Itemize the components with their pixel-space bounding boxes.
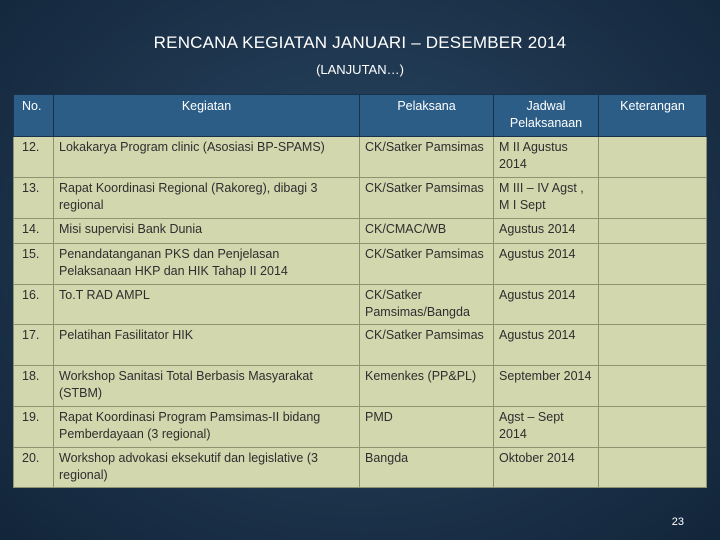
table-row <box>14 178 707 219</box>
cell-kegiatan: Pelatihan Fasilitator HIK <box>54 325 360 366</box>
cell-pelaksana: PMD <box>360 407 494 448</box>
cell-no: 20. <box>14 448 54 488</box>
table-row <box>14 366 707 407</box>
cell-jadwal: Agst – Sept 2014 <box>494 407 599 448</box>
cell-pelaksana: Kemenkes (PP&PL) <box>360 366 494 407</box>
table-row <box>14 407 707 448</box>
cell-keterangan <box>599 407 707 448</box>
header-pelaksana: Pelaksana <box>360 95 494 137</box>
header-jadwal: Jadwal Pelaksanaan <box>494 95 599 137</box>
table-header-row <box>14 95 707 137</box>
cell-jadwal: September 2014 <box>494 366 599 407</box>
header-no: No. <box>14 95 54 137</box>
cell-kegiatan: To.T RAD AMPL <box>54 285 360 325</box>
cell-keterangan <box>599 178 707 219</box>
cell-no: 17. <box>14 325 54 366</box>
cell-kegiatan: Rapat Koordinasi Regional (Rakoreg), dibagi 3 regional <box>54 178 360 219</box>
cell-no: 12. <box>14 137 54 178</box>
cell-kegiatan: Workshop advokasi eksekutif dan legislative (3 regional) <box>54 448 360 488</box>
cell-no: 16. <box>14 285 54 325</box>
table-row <box>14 448 707 488</box>
cell-keterangan <box>599 244 707 285</box>
table-row <box>14 325 707 366</box>
table-row <box>14 285 707 325</box>
cell-jadwal: M II Agustus 2014 <box>494 137 599 178</box>
cell-pelaksana: CK/CMAC/WB <box>360 219 494 244</box>
table-row <box>14 137 707 178</box>
table-row <box>14 244 707 285</box>
cell-keterangan <box>599 448 707 488</box>
cell-keterangan <box>599 285 707 325</box>
cell-jadwal: Agustus 2014 <box>494 285 599 325</box>
cell-jadwal: Agustus 2014 <box>494 325 599 366</box>
slide-subtitle: (LANJUTAN…) <box>316 62 404 77</box>
cell-pelaksana: CK/Satker Pamsimas <box>360 325 494 366</box>
cell-pelaksana: CK/Satker Pamsimas <box>360 244 494 285</box>
cell-jadwal: M III – IV Agst , M I Sept <box>494 178 599 219</box>
cell-jadwal: Agustus 2014 <box>494 219 599 244</box>
page-number: 23 <box>671 516 684 528</box>
header-keterangan: Keterangan <box>599 95 707 137</box>
cell-pelaksana: Bangda <box>360 448 494 488</box>
table-row <box>14 219 707 244</box>
cell-kegiatan: Misi supervisi Bank Dunia <box>54 219 360 244</box>
cell-no: 13. <box>14 178 54 219</box>
cell-jadwal: Agustus 2014 <box>494 244 599 285</box>
cell-pelaksana: CK/Satker Pamsimas/Bangda <box>360 285 494 325</box>
cell-no: 15. <box>14 244 54 285</box>
cell-pelaksana: CK/Satker Pamsimas <box>360 178 494 219</box>
cell-kegiatan: Rapat Koordinasi Program Pamsimas-II bidang Pemberdayaan (3 regional) <box>54 407 360 448</box>
cell-keterangan <box>599 366 707 407</box>
cell-no: 14. <box>14 219 54 244</box>
cell-pelaksana: CK/Satker Pamsimas <box>360 137 494 178</box>
cell-kegiatan: Lokakarya Program clinic (Asosiasi BP-SPAMS) <box>54 137 360 178</box>
cell-keterangan <box>599 137 707 178</box>
cell-kegiatan: Penandatanganan PKS dan Penjelasan Pelaksanaan HKP dan HIK Tahap II 2014 <box>54 244 360 285</box>
cell-jadwal: Oktober 2014 <box>494 448 599 488</box>
cell-no: 19. <box>14 407 54 448</box>
slide-title: RENCANA KEGIATAN JANUARI – DESEMBER 2014 <box>153 33 567 52</box>
header-kegiatan: Kegiatan <box>54 95 360 137</box>
cell-kegiatan: Workshop Sanitasi Total Berbasis Masyarakat (STBM) <box>54 366 360 407</box>
cell-keterangan <box>599 219 707 244</box>
cell-no: 18. <box>14 366 54 407</box>
cell-keterangan <box>599 325 707 366</box>
activity-table <box>13 94 707 488</box>
